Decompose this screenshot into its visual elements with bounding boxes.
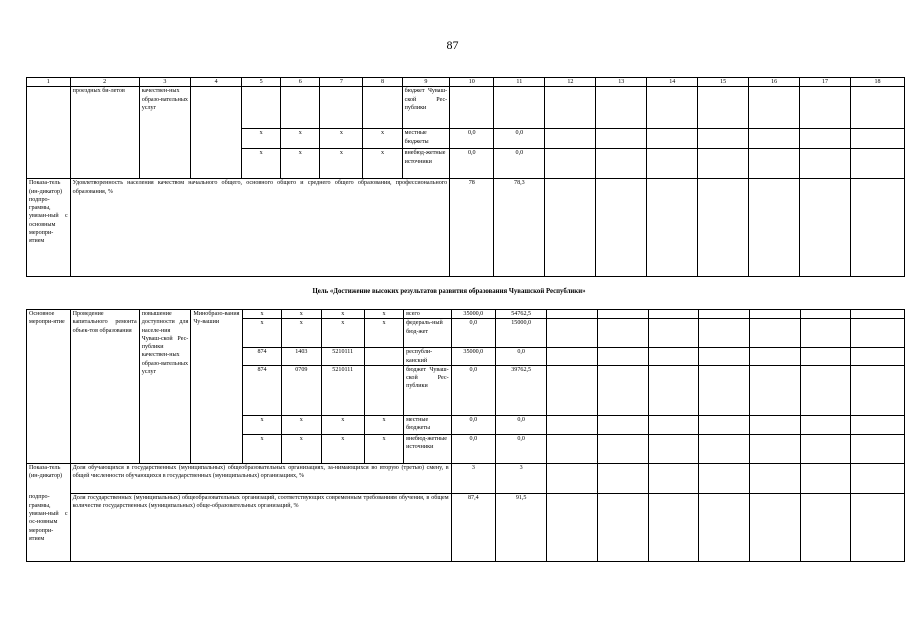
indicator-value: 3 <box>496 463 547 493</box>
value-cell: 0,0 <box>450 149 494 179</box>
indicator-row <box>27 463 905 493</box>
header-cell: 13 <box>596 78 647 87</box>
value-cell: 0,0 <box>494 149 545 179</box>
table-row: Основное меропри-ятие Проведение капитального ремонта объек-тов образования повышение доступности для населе-ния Чуваш-ской Рес-публики качествен-ных образо-вательных услуг Минобразо-вания Чу-вашии x x x x всего 35000,0 54762,5 <box>27 310 905 319</box>
header-cell: 8 <box>363 78 402 87</box>
event-goal: повышение доступности для населе-ния Чуваш-ской Рес-публики качествен-ных образо-вательных услуг <box>139 310 191 464</box>
funding-source: внебюд-жетные источники <box>402 149 450 179</box>
value-cell: 0,0 <box>494 129 545 149</box>
responsible-executor: Минобразо-вания Чу-вашии <box>191 310 243 464</box>
indicator-value: 78 <box>450 179 494 277</box>
header-cell: 5 <box>242 78 281 87</box>
header-cell: 11 <box>494 78 545 87</box>
value-cell: 35000,0 <box>451 348 495 366</box>
header-cell: 17 <box>800 78 851 87</box>
indicator-row <box>27 493 905 561</box>
funding-source: бюджет Чуваш-ской Рес-публики <box>402 87 450 129</box>
header-cell: 4 <box>191 78 242 87</box>
funding-source: местные бюджеты <box>402 129 450 149</box>
indicator-value: 91,5 <box>496 493 547 561</box>
indicator-label: Показа-тель (ин-дикатор) <box>27 463 71 493</box>
indicator-value: 87,4 <box>451 493 495 561</box>
table-row: x x x x местные бюджеты 0,0 0,0 <box>27 129 905 149</box>
funding-source: всего <box>404 310 452 319</box>
header-cell: 18 <box>851 78 905 87</box>
header-cell: 6 <box>281 78 320 87</box>
value-cell: 0,0 <box>451 365 495 415</box>
value-cell: 35000,0 <box>451 310 495 319</box>
program-table-top <box>26 77 905 277</box>
header-cell: 7 <box>320 78 363 87</box>
value-cell: 0,0 <box>496 434 547 463</box>
header-row <box>27 78 905 87</box>
table-row: 874 0709 5210111 бюджет Чуваш-ской Рес-публики 0,0 39762,5 <box>27 365 905 415</box>
event-name: Проведение капитального ремонта объек-тов образования <box>70 310 139 464</box>
value-cell: 0,0 <box>496 415 547 434</box>
header-cell: 9 <box>402 78 450 87</box>
program-table-bottom <box>26 309 905 562</box>
indicator-label: подпро-граммы, увязан-ный с ос-новным меропри-ятием <box>27 493 71 561</box>
goal-title: Цель «Достижение высоких результатов развития образования Чувашской Республики» <box>312 288 586 295</box>
funding-source: республи-канский <box>404 348 452 366</box>
header-cell: 12 <box>545 78 596 87</box>
header-cell: 15 <box>698 78 749 87</box>
indicator-text: Доля обучающихся в государственных (муниципальных) общеобразовательных организациях, за-нимающихся во вторую (третью) смену, в общей численности обучающихся в государственных (муниципальных) организациях, % <box>70 463 451 493</box>
table-row <box>27 87 905 129</box>
value-cell: 0,0 <box>451 434 495 463</box>
event-name: проездных би-летов <box>70 87 139 179</box>
header-cell: 14 <box>647 78 698 87</box>
value-cell: 0,0 <box>450 129 494 149</box>
indicator-value: 78,3 <box>494 179 545 277</box>
funding-source: федераль-ный бюд-жет <box>404 319 452 348</box>
funding-source: бюджет Чуваш-ской Рес-публики <box>404 365 452 415</box>
indicator-text: Доля государственных (муниципальных) общеобразовательных организаций, соответствующих современным требованиям обучения, в общем количестве государственных (муниципальных) обще-образовательных организаций, % <box>70 493 451 561</box>
value-cell: 39762,5 <box>496 365 547 415</box>
funding-source: местные бюджеты <box>404 415 452 434</box>
header-cell: 3 <box>139 78 190 87</box>
value-cell: 54762,5 <box>496 310 547 319</box>
header-cell: 2 <box>70 78 139 87</box>
table-row: x x x x внебюд-жетные источники 0,0 0,0 <box>27 434 905 463</box>
indicator-text: Удовлетворенность населения качеством начального общего, основного общего и среднего общего образования, профессионального образования, % <box>70 179 450 277</box>
table-row: x x x x федераль-ный бюд-жет 0,0 15000,0 <box>27 319 905 348</box>
header-cell: 16 <box>749 78 800 87</box>
header-cell: 10 <box>450 78 494 87</box>
page-number: 87 <box>446 38 459 52</box>
table-row: x x x x местные бюджеты 0,0 0,0 <box>27 415 905 434</box>
event-type: Основное меропри-ятие <box>27 310 71 464</box>
value-cell: 0,0 <box>496 348 547 366</box>
header-cell: 1 <box>27 78 71 87</box>
event-goal: качествен-ных образо-вательных услуг <box>139 87 190 179</box>
funding-source: внебюд-жетные источники <box>404 434 452 463</box>
value-cell: 0,0 <box>451 319 495 348</box>
indicator-value: 3 <box>451 463 495 493</box>
indicator-row <box>27 179 905 277</box>
value-cell: 0,0 <box>451 415 495 434</box>
indicator-label: Показа-тель (ин-дикатор) подпро-граммы, увязан-ный с основным меропри-ятием <box>27 179 71 277</box>
table-row: 874 1403 5210111 республи-канский 35000,0 0,0 <box>27 348 905 366</box>
value-cell: 15000,0 <box>496 319 547 348</box>
table-row: x x x x внебюд-жетные источники 0,0 0,0 <box>27 149 905 179</box>
